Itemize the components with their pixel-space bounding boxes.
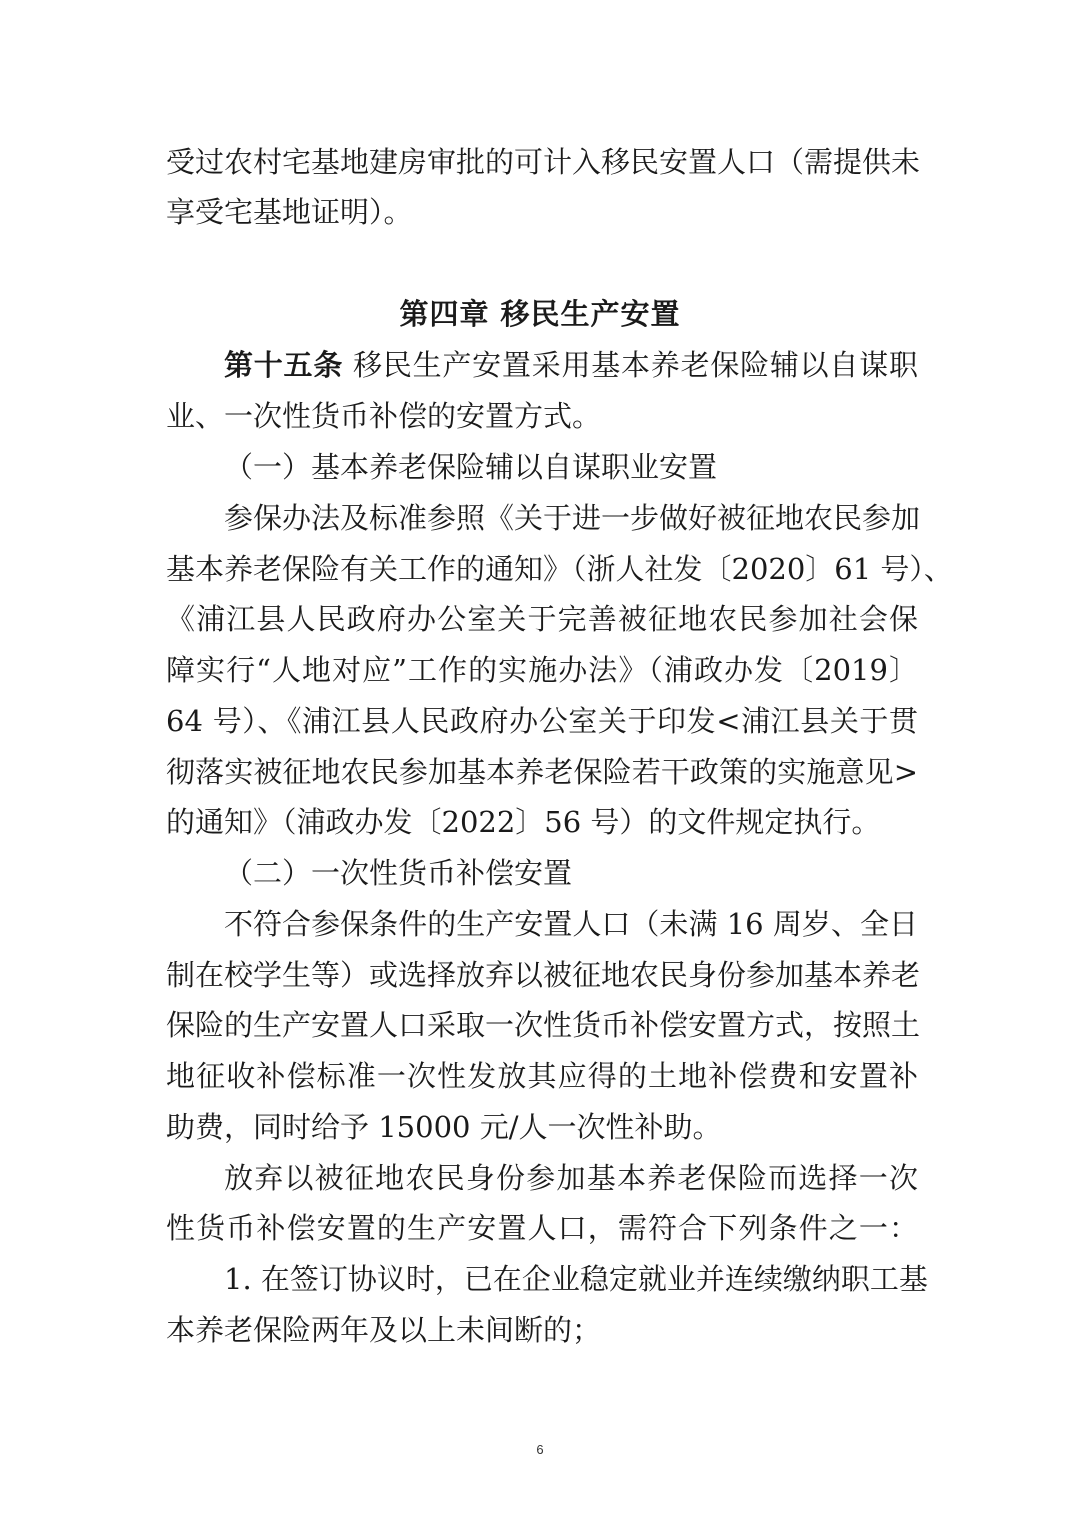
body-line: 的通知》（浦政办发〔2022〕56 号）的文件规定执行。	[166, 805, 881, 839]
body-line: 彻落实被征地农民参加基本养老保险若干政策的实施意见>	[166, 755, 918, 789]
article-line	[224, 345, 918, 385]
chapter-heading: 第四章 移民生产安置	[399, 297, 681, 331]
section-heading: （一）基本养老保险辅以自谋职业安置	[224, 450, 718, 484]
body-line: 业、一次性货币补偿的安置方式。	[166, 399, 602, 433]
section-heading: （二）一次性货币补偿安置	[224, 856, 573, 890]
body-line: 参保办法及标准参照《关于进一步做好被征地农民参加	[224, 501, 921, 535]
body-line: 保险的生产安置人口采取一次性货币补偿安置方式，按照土	[166, 1008, 921, 1042]
article-label: 第十五条	[224, 348, 344, 382]
article-text: 移民生产安置采用基本养老保险辅以自谋职	[343, 348, 918, 382]
body-line: 制在校学生等）或选择放弃以被征地农民身份参加基本养老	[166, 958, 921, 992]
body-line: 享受宅基地证明）。	[166, 195, 413, 229]
body-line: 放弃以被征地农民身份参加基本养老保险而选择一次	[224, 1161, 918, 1195]
body-line: 受过农村宅基地建房审批的可计入移民安置人口（需提供未	[166, 145, 921, 179]
body-line: 64 号）、《浦江县人民政府办公室关于印发<浦江县关于贯	[166, 704, 918, 738]
body-line: 地征收补偿标准一次性发放其应得的土地补偿费和安置补	[166, 1059, 918, 1093]
body-line: 《浦江县人民政府办公室关于完善被征地农民参加社会保	[166, 602, 918, 636]
body-line: 1. 在签订协议时，已在企业稳定就业并连续缴纳职工基	[224, 1262, 928, 1296]
body-line: 助费，同时给予 15000 元/人一次性补助。	[166, 1110, 722, 1144]
body-line: 性货币补偿安置的生产安置人口，需符合下列条件之一：	[166, 1211, 918, 1245]
body-line: 基本养老保险有关工作的通知》（浙人社发〔2020〕61 号）、	[166, 552, 953, 586]
body-line: 不符合参保条件的生产安置人口（未满 16 周岁、全日	[224, 907, 918, 941]
body-line: 障实行“人地对应”工作的实施办法》（浦政办发〔2019〕	[166, 653, 918, 687]
body-line: 本养老保险两年及以上未间断的；	[166, 1313, 602, 1347]
page-number: 6	[536, 1442, 544, 1457]
